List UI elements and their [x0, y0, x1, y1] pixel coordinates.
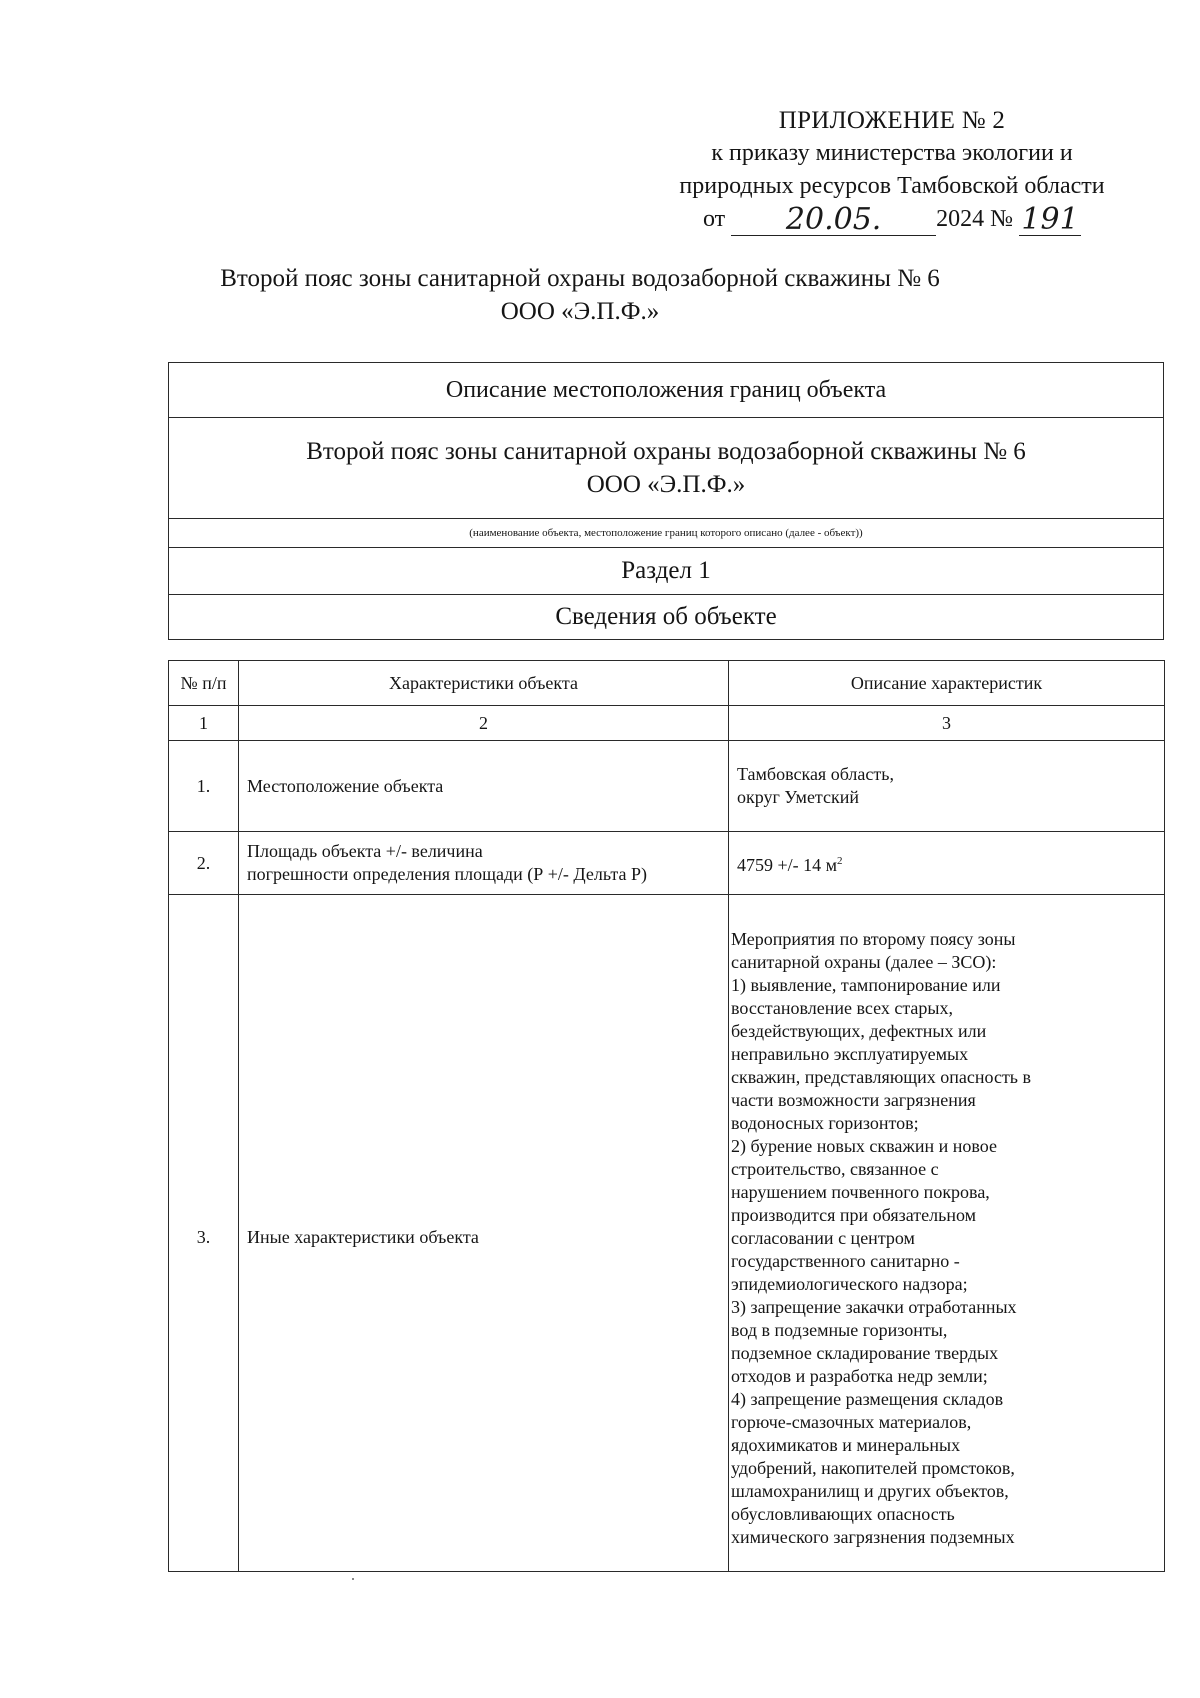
- description-line: 3) запрещение закачки отработанных: [731, 1296, 1017, 1317]
- description-line: ядохимикатов и минеральных: [731, 1434, 961, 1455]
- row-description: [729, 895, 1165, 1572]
- number-field: [1019, 202, 1081, 237]
- description-line: государственного санитарно -: [731, 1250, 960, 1271]
- description-line: Мероприятия по второму поясу зоны: [731, 928, 1016, 949]
- column-header-characteristic: Характеристики объекта: [239, 661, 729, 706]
- section-label: Раздел 1: [169, 548, 1164, 595]
- year-text: 2024 №: [936, 206, 1014, 232]
- object-info-table: [168, 660, 1165, 1572]
- row-number: 3.: [169, 895, 239, 1572]
- scan-speck: [352, 1578, 354, 1580]
- characteristic-line: погрешности определения площади (Р +/- Дельта Р): [247, 864, 647, 884]
- description-line: части возможности загрязнения: [731, 1089, 976, 1110]
- description-line: 4) запрещение размещения складов: [731, 1388, 1004, 1409]
- appendix-header: [632, 104, 1152, 236]
- appendix-date-line: [632, 203, 1152, 236]
- row-characteristic: Иные характеристики объекта: [239, 895, 729, 1572]
- description-line: водоносных горизонтов;: [731, 1112, 919, 1133]
- document-title: [200, 262, 960, 328]
- object-name-line-2: ООО «Э.П.Ф.»: [586, 471, 746, 498]
- table-row: [169, 741, 1165, 832]
- description-line: удобрений, накопителей промстоков,: [731, 1457, 1015, 1478]
- description-line: скважин, представляющих опасность в: [731, 1066, 1032, 1087]
- description-line: производится при обязательном: [731, 1204, 976, 1225]
- description-line: округ Уметский: [737, 787, 860, 807]
- description-line: Тамбовская область,: [737, 764, 894, 784]
- appendix-line-1: к приказу министерства экологии и: [711, 140, 1073, 166]
- row-characteristic: [239, 832, 729, 895]
- description-line: эпидемиологического надзора;: [731, 1273, 968, 1294]
- row-description: [729, 832, 1165, 895]
- description-line: химического загрязнения подземных: [731, 1526, 1015, 1547]
- handwritten-date: 20.05.: [785, 202, 882, 237]
- row-description: [729, 741, 1165, 832]
- row-characteristic: Местоположение объекта: [239, 741, 729, 832]
- column-number-2: 2: [239, 706, 729, 741]
- object-name-cell: [169, 418, 1164, 519]
- column-header-row: [169, 661, 1165, 706]
- date-field: [731, 202, 936, 237]
- header-table: [168, 362, 1164, 640]
- document-title-line-1: Второй пояс зоны санитарной охраны водозаборной скважины № 6: [220, 265, 940, 292]
- row-number: 2.: [169, 832, 239, 895]
- description-line: восстановление всех старых,: [731, 997, 954, 1018]
- description-line: неправильно эксплуатируемых: [731, 1043, 969, 1064]
- description-line: 2) бурение новых скважин и новое: [731, 1135, 997, 1156]
- object-name-line-1: Второй пояс зоны санитарной охраны водозаборной скважины № 6: [306, 438, 1026, 465]
- description-line: 1) выявление, тампонирование или: [731, 974, 1001, 995]
- description-line: строительство, связанное с: [731, 1158, 939, 1179]
- area-unit-superscript: 2: [837, 854, 843, 867]
- description-line: бездействующих, дефектных или: [731, 1020, 987, 1041]
- column-header-description: Описание характеристик: [729, 661, 1165, 706]
- description-line: подземное складирование твердых: [731, 1342, 999, 1363]
- document-title-line-2: ООО «Э.П.Ф.»: [500, 298, 660, 325]
- table-row: [169, 832, 1165, 895]
- description-line: обусловливающих опасность: [731, 1503, 955, 1524]
- description-line: согласовании с центром: [731, 1227, 915, 1248]
- characteristic-line: Площадь объекта +/- величина: [247, 841, 483, 861]
- description-line: санитарной охраны (далее – ЗСО):: [731, 951, 997, 972]
- area-value: 4759 +/- 14 м: [737, 854, 838, 875]
- row-number: 1.: [169, 741, 239, 832]
- description-line: горюче-смазочных материалов,: [731, 1411, 972, 1432]
- date-prefix: от: [702, 206, 726, 232]
- description-line: вод в подземные горизонты,: [731, 1319, 948, 1340]
- column-number-1: 1: [169, 706, 239, 741]
- appendix-title: ПРИЛОЖЕНИЕ № 2: [778, 107, 1006, 134]
- table-row: [169, 895, 1165, 1572]
- appendix-line-2: природных ресурсов Тамбовской области: [679, 173, 1105, 199]
- column-number-3: 3: [729, 706, 1165, 741]
- column-header-num: № п/п: [169, 661, 239, 706]
- table-header: Описание местоположения границ объекта: [169, 363, 1164, 418]
- handwritten-number: 191: [1021, 202, 1079, 237]
- section-title: Сведения об объекте: [169, 595, 1164, 640]
- description-line: нарушением почвенного покрова,: [731, 1181, 990, 1202]
- description-line: отходов и разработка недр земли;: [731, 1365, 988, 1386]
- object-name-caption: (наименование объекта, местоположение границ которого описано (далее - объект)): [169, 519, 1164, 548]
- description-line: шламохранилищ и других объектов,: [731, 1480, 1009, 1501]
- column-number-row: [169, 706, 1165, 741]
